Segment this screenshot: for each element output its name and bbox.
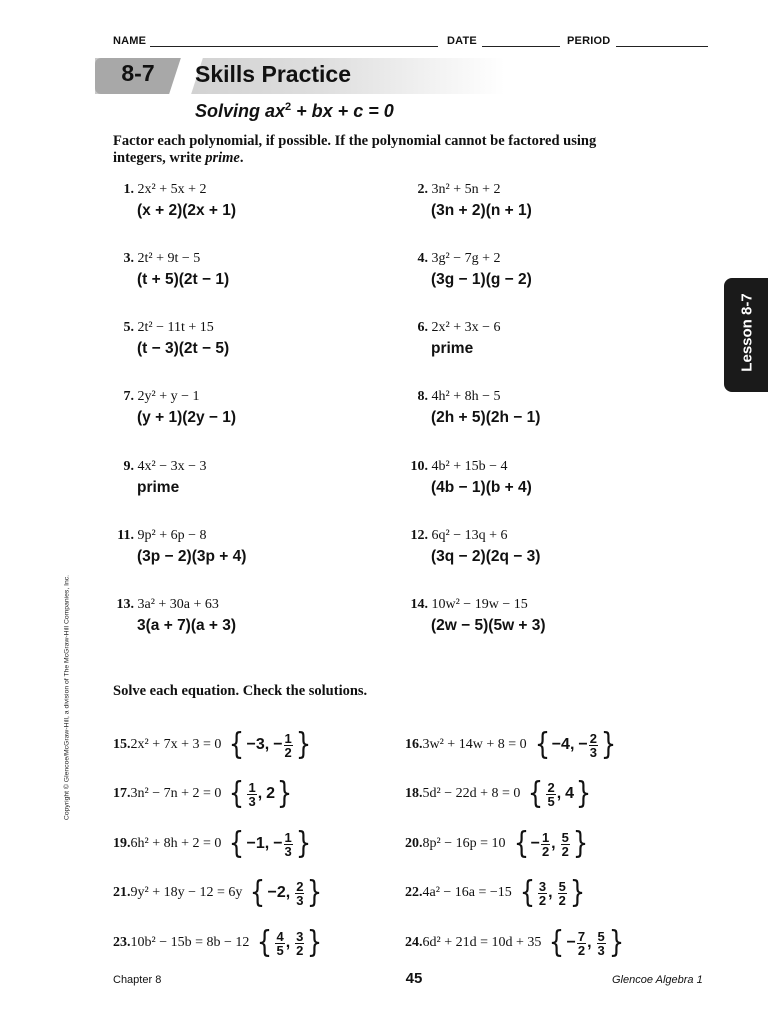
factor-answer: (2h + 5)(2h − 1) xyxy=(431,409,541,426)
problem-number: 2. xyxy=(417,182,428,197)
solve-answer: { 2 5 , 4 } xyxy=(528,776,592,811)
problem-expression: 4b² + 15b − 4 xyxy=(428,459,508,474)
page-title: Skills Practice xyxy=(195,61,351,87)
page-number: 45 xyxy=(405,970,423,987)
factor-problem xyxy=(406,597,528,613)
factor-answer: (3n + 2)(n + 1) xyxy=(431,202,532,219)
footer-book: Glencoe Algebra 1 xyxy=(612,974,703,986)
factor-problem xyxy=(406,320,501,336)
problem-expression: 4h² + 8h − 5 xyxy=(428,389,501,404)
factor-answer: prime xyxy=(137,479,180,496)
problem-number: 13. xyxy=(116,597,134,612)
problem-number: 9. xyxy=(123,459,134,474)
problem-expression: 2y² + y − 1 xyxy=(134,389,200,404)
lesson-side-tab-label: Lesson 8-7 xyxy=(738,293,756,372)
problem-equation: 10b² − 15b = 8b − 12 xyxy=(130,935,250,950)
problem-expression: 4x² − 3x − 3 xyxy=(134,459,207,474)
problem-number: 4. xyxy=(417,251,428,266)
solve-answer: { − $\frac{7}{2}$ , 5 3 } xyxy=(549,925,624,960)
copyright-notice: Copyright © Glencoe/McGraw-Hill, a division of The McGraw-Hill Companies, Inc. xyxy=(63,574,71,821)
solve-problem xyxy=(113,926,325,960)
factor-problem xyxy=(112,528,207,544)
factor-answer: 3(a + 7)(a + 3) xyxy=(137,617,237,634)
solve-answer: { − 4 , − $\frac{2}{3}$ } xyxy=(534,727,617,762)
solve-problem xyxy=(405,876,587,910)
solve-answer: { − 1 , − $\frac{1}{3}$ } xyxy=(229,826,311,861)
factor-answer: (x + 2)(2x + 1) xyxy=(137,202,237,219)
factor-problem xyxy=(112,251,200,267)
factor-answer: (2w − 5)(5w + 3) xyxy=(431,617,546,634)
problem-equation: 6h² + 8h + 2 = 0 xyxy=(130,836,222,851)
solve-instructions: Solve each equation. Check the solutions. xyxy=(113,683,368,699)
factor-answer: (t − 3)(2t − 5) xyxy=(137,340,230,357)
problem-number: 24. xyxy=(405,935,423,950)
solve-problem xyxy=(113,827,313,861)
factor-answer: (3p − 2)(3p + 4) xyxy=(137,548,247,565)
factor-problem xyxy=(112,320,214,336)
page-subtitle: Solving $ax^2$ + bx + c = 0 xyxy=(195,101,394,121)
problem-number: 23. xyxy=(113,935,131,950)
problem-expression: 3g² − 7g + 2 xyxy=(428,251,501,266)
problem-expression: 2t² − 11t + 15 xyxy=(134,320,214,335)
problem-expression: 9p² + 6p − 8 xyxy=(134,528,207,543)
problem-equation: 6d² + 21d = 10d + 35 xyxy=(422,935,542,950)
problem-number: 20. xyxy=(405,836,423,851)
problem-number: 3. xyxy=(123,251,134,266)
problem-equation: 8p² − 16p = 10 xyxy=(422,836,506,851)
factor-problem xyxy=(112,459,207,475)
factor-problem xyxy=(406,528,508,544)
factor-answer: (y + 1)(2y − 1) xyxy=(137,409,237,426)
problem-expression: 3n² + 5n + 2 xyxy=(428,182,501,197)
problem-equation: 2x² + 7x + 3 = 0 xyxy=(130,737,222,752)
factor-problem xyxy=(112,597,219,613)
problem-expression: 6q² − 13q + 6 xyxy=(428,528,508,543)
factor-instructions: Factor each polynomial, if possible. If the polynomial cannot be factored using integers, write prime. xyxy=(113,133,597,166)
problem-expression: 2x² + 5x + 2 xyxy=(134,182,207,197)
lesson-number: 8-7 xyxy=(121,60,155,86)
solve-problem xyxy=(113,728,313,762)
factor-problem xyxy=(406,251,501,267)
problem-number: 8. xyxy=(417,389,428,404)
factor-answer: (t + 5)(2t − 1) xyxy=(137,271,230,288)
problem-equation: 4a² − 16a = −15 xyxy=(422,885,512,900)
solve-answer: { − 3 , − $\frac{1}{2}$ } xyxy=(229,727,311,762)
factor-answer: (4b − 1)(b + 4) xyxy=(431,479,532,496)
solve-problem xyxy=(405,728,618,762)
period-label: PERIOD xyxy=(567,35,611,47)
problem-expression: 10w² − 19w − 15 xyxy=(428,597,528,612)
problem-number: 16. xyxy=(405,737,423,752)
problem-expression: 2x² + 3x − 6 xyxy=(428,320,501,335)
problem-number: 7. xyxy=(123,389,134,404)
problem-number: 1. xyxy=(123,182,134,197)
problem-equation: 3w² + 14w + 8 = 0 xyxy=(422,737,527,752)
solve-problem xyxy=(113,876,325,910)
date-line xyxy=(482,46,560,47)
footer-chapter: Chapter 8 xyxy=(113,974,162,986)
date-label: DATE xyxy=(447,35,477,47)
factor-problem xyxy=(406,459,508,475)
solve-answer: { 3 2 , 5 2 } xyxy=(519,875,586,910)
problem-number: 11. xyxy=(117,528,134,543)
name-line xyxy=(150,46,438,47)
problem-number: 15. xyxy=(113,737,131,752)
problem-number: 17. xyxy=(113,786,131,801)
problem-number: 18. xyxy=(405,786,423,801)
problem-number: 10. xyxy=(410,459,428,474)
solve-problem xyxy=(405,777,593,811)
factor-problem xyxy=(406,182,501,198)
factor-answer: (3g − 1)(g − 2) xyxy=(431,271,532,288)
solve-answer: { − 2 , 2 3 } xyxy=(250,875,323,910)
problem-equation: 9y² + 18y − 12 = 6y xyxy=(130,885,243,900)
solve-answer: { 1 3 , 2 } xyxy=(229,776,293,811)
solve-answer: { 4 5 , 3 2 } xyxy=(257,925,323,960)
problem-number: 19. xyxy=(113,836,131,851)
solve-answer: { − $\frac{1}{2}$ , 5 2 } xyxy=(513,826,589,861)
solve-problem xyxy=(405,827,590,861)
problem-number: 22. xyxy=(405,885,423,900)
problem-equation: 5d² − 22d + 8 = 0 xyxy=(422,786,521,801)
problem-number: 5. xyxy=(123,320,134,335)
factor-problem xyxy=(112,182,207,198)
name-label: NAME xyxy=(113,35,147,47)
solve-problem xyxy=(113,777,294,811)
problem-number: 12. xyxy=(410,528,428,543)
problem-equation: 3n² − 7n + 2 = 0 xyxy=(130,786,222,801)
factor-answer: (3q − 2)(2q − 3) xyxy=(431,548,541,565)
problem-expression: 3a² + 30a + 63 xyxy=(134,597,219,612)
period-line xyxy=(616,46,708,47)
problem-number: 14. xyxy=(410,597,428,612)
factor-answer: prime xyxy=(431,340,474,357)
problem-expression: 2t² + 9t − 5 xyxy=(134,251,201,266)
factor-problem xyxy=(112,389,200,405)
problem-number: 21. xyxy=(113,885,131,900)
factor-problem xyxy=(406,389,501,405)
solve-problem xyxy=(405,926,626,960)
problem-number: 6. xyxy=(417,320,428,335)
